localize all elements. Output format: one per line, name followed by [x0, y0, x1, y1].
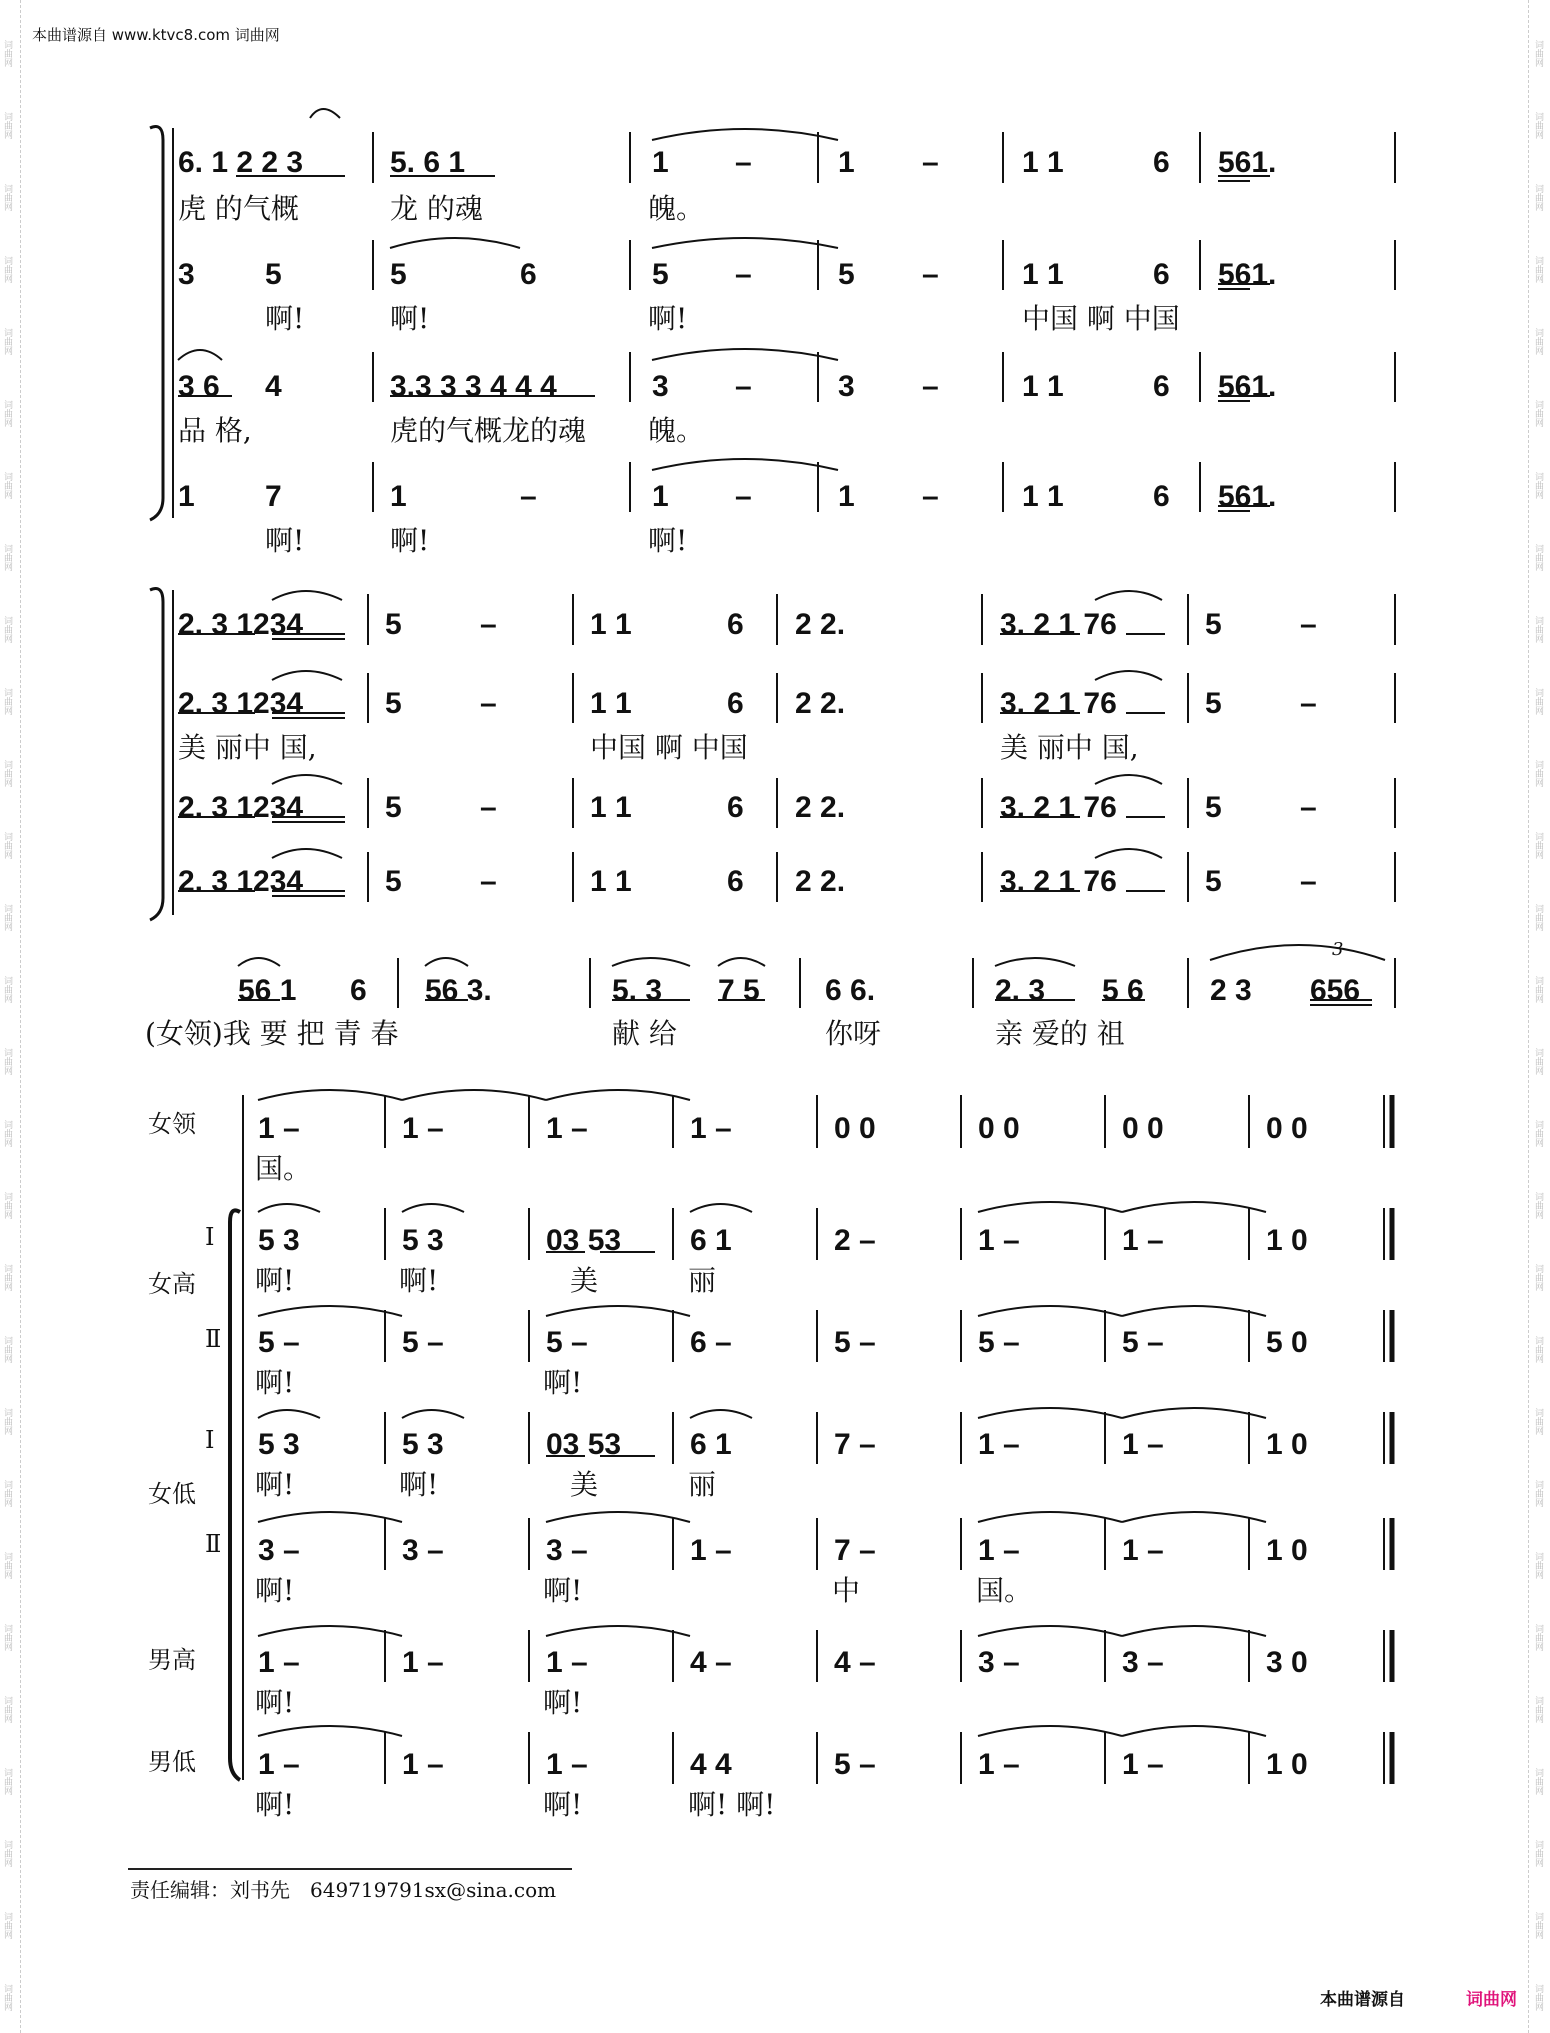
- notation-cell: –: [735, 370, 752, 403]
- notation-cell: 1 0: [1266, 1534, 1308, 1567]
- notation-cell: 1 1: [590, 865, 632, 898]
- notation-cell: –: [480, 791, 497, 824]
- system-3-slurs: [238, 945, 1385, 966]
- triplet-mark: 3: [1332, 939, 1344, 960]
- notation-cell: 1 1: [1022, 258, 1064, 291]
- lyric-text: 虎 的气概: [178, 192, 299, 225]
- edge-watermark-text: 词曲网: [2, 688, 12, 715]
- notation-cell: 7 –: [834, 1428, 876, 1461]
- lyric-text: 魄。: [648, 414, 705, 447]
- edge-watermark-text: 词曲网: [2, 184, 12, 211]
- edge-watermark-text: 词曲网: [2, 472, 12, 499]
- edge-watermark-text: 词曲网: [1533, 112, 1543, 139]
- notation-cell: 5 –: [1122, 1326, 1164, 1359]
- notation-cell: 1 1: [590, 608, 632, 641]
- edge-watermark-text: 词曲网: [2, 1336, 12, 1363]
- notation-cell: 1 –: [258, 1748, 300, 1781]
- notation-cell: 56 3.: [425, 974, 492, 1007]
- notation-cell: 7 –: [834, 1534, 876, 1567]
- notation-cell: 2. 3 1234: [178, 791, 304, 824]
- notation-cell: –: [922, 146, 939, 179]
- notation-cell: 2 2.: [795, 687, 846, 720]
- edge-watermark-text: 词曲网: [2, 1840, 12, 1867]
- notation-cell: –: [922, 480, 939, 513]
- edge-watermark-text: 词曲网: [1533, 400, 1543, 427]
- edge-watermark-text: 词曲网: [1533, 1048, 1543, 1075]
- lyric-text: (女领)我 要 把 青 春: [145, 1017, 399, 1050]
- notation-cell: 1 –: [690, 1534, 732, 1567]
- edge-watermark-text: 词曲网: [2, 904, 12, 931]
- notation-cell: 5 –: [402, 1326, 444, 1359]
- edge-watermark-text: 词曲网: [1533, 1120, 1543, 1147]
- notation-cell: 0 0: [834, 1112, 876, 1145]
- system-1: [150, 109, 1395, 520]
- lyric-text: 啊!: [255, 1264, 295, 1297]
- edge-watermark-text: 词曲网: [2, 400, 12, 427]
- notation-cell: 3. 2 1 76: [1000, 791, 1117, 824]
- edge-watermark-text: 词曲网: [1533, 832, 1543, 859]
- edge-watermark-text: 词曲网: [1533, 40, 1543, 67]
- edge-watermark-text: 词曲网: [1533, 544, 1543, 571]
- notation-cell: 3 –: [978, 1646, 1020, 1679]
- notation-cell: 1: [652, 146, 669, 179]
- notation-cell: 1 –: [1122, 1534, 1164, 1567]
- edge-watermark-text: 词曲网: [2, 832, 12, 859]
- lyric-text: 啊!: [543, 1574, 583, 1607]
- notation-cell: 4 4: [690, 1748, 732, 1781]
- notation-cell: 4 –: [690, 1646, 732, 1679]
- notation-cell: 5 6: [1102, 974, 1144, 1007]
- notation-cell: 5: [1205, 865, 1222, 898]
- edge-watermark-text: 词曲网: [2, 1192, 12, 1219]
- notation-cell: 7: [265, 480, 282, 513]
- lyric-text: 啊!: [390, 302, 430, 335]
- lyric-text: 啊!: [399, 1264, 439, 1297]
- lyric-text: 丽: [688, 1264, 717, 1297]
- edge-watermark-text: 词曲网: [2, 616, 12, 643]
- edge-watermark-text: 词曲网: [2, 1696, 12, 1723]
- edge-watermark-text: 词曲网: [1533, 1192, 1543, 1219]
- notation-cell: 4 –: [834, 1646, 876, 1679]
- label-alto: 女低: [148, 1480, 196, 1508]
- notation-cell: 6: [727, 865, 744, 898]
- edge-watermark-text: 词曲网: [1533, 760, 1543, 787]
- edge-watermark-text: 词曲网: [2, 1552, 12, 1579]
- lyric-text: 啊!: [265, 524, 305, 557]
- notation-cell: 3 0: [1266, 1646, 1308, 1679]
- notation-cell: 3. 2 1 76: [1000, 687, 1117, 720]
- notation-cell: 2. 3 1234: [178, 687, 304, 720]
- notation-cell: 1 –: [546, 1646, 588, 1679]
- system-2-barlines: [368, 594, 1395, 902]
- notation-cell: –: [480, 687, 497, 720]
- notation-cell: 7 5: [718, 974, 760, 1007]
- notation-cell: 6. 1 2 2 3: [178, 146, 304, 179]
- notation-cell: –: [735, 258, 752, 291]
- edge-watermark-text: 词曲网: [2, 1768, 12, 1795]
- notation-cell: 5: [385, 608, 402, 641]
- lyric-text: 啊!: [648, 302, 688, 335]
- notation-cell: 1 –: [978, 1534, 1020, 1567]
- label-soprano-part-two: Ⅱ: [205, 1325, 222, 1353]
- notation-cell: 1: [838, 480, 855, 513]
- label-alto-part-one: Ⅰ: [205, 1426, 215, 1454]
- edge-watermark-text: 词曲网: [2, 112, 12, 139]
- notation-cell: 561.: [1218, 370, 1277, 403]
- system-4-ties: [258, 1090, 1266, 1736]
- system-4-final-barlines: [1384, 1095, 1392, 1784]
- notation-cell: 1 1: [590, 687, 632, 720]
- notation-cell: 2. 3 1234: [178, 865, 304, 898]
- edge-watermark-text: 词曲网: [1533, 256, 1543, 283]
- label-alto-part-two: Ⅱ: [205, 1530, 222, 1558]
- notation-cell: 561.: [1218, 480, 1277, 513]
- notation-cell: 3. 2 1 76: [1000, 608, 1117, 641]
- notation-cell: 1: [652, 480, 669, 513]
- label-lead: 女领: [148, 1110, 196, 1138]
- notation-cell: 6: [1153, 480, 1170, 513]
- lyric-text: 啊!: [255, 1468, 295, 1501]
- lyric-text: 啊!: [255, 1686, 295, 1719]
- footer-site-name[interactable]: 词曲网: [1466, 1990, 1517, 2010]
- edge-watermark-text: 词曲网: [1533, 1480, 1543, 1507]
- notation-cell: 2 3: [1210, 974, 1252, 1007]
- notation-cell: 1: [838, 146, 855, 179]
- edge-watermark-text: 词曲网: [2, 760, 12, 787]
- lyric-text: 啊!: [255, 1788, 295, 1821]
- lyric-text: 国。: [255, 1152, 312, 1185]
- notation-cell: 4: [265, 370, 282, 403]
- notation-cell: 03 53: [546, 1224, 622, 1257]
- notation-cell: –: [1300, 608, 1317, 641]
- lyric-text: 啊!: [399, 1468, 439, 1501]
- system-3-underlines: [238, 1000, 1372, 1005]
- notation-cell: 3: [178, 258, 195, 291]
- edge-watermark-text: 词曲网: [2, 1120, 12, 1147]
- notation-cell: 6: [727, 608, 744, 641]
- edge-watermark-text: 词曲网: [1533, 1408, 1543, 1435]
- lyric-text: 美 丽中 国,: [1000, 731, 1139, 764]
- notation-cell: –: [480, 865, 497, 898]
- notation-cell: 2 2.: [795, 791, 846, 824]
- notation-cell: –: [480, 608, 497, 641]
- edge-watermark-text: 词曲网: [2, 1048, 12, 1075]
- notation-cell: 5 3: [402, 1224, 444, 1257]
- lyric-text: 中国 啊 中国: [590, 731, 748, 764]
- notation-cell: 3: [838, 370, 855, 403]
- edge-watermark-text: 词曲网: [1533, 1336, 1543, 1363]
- edge-watermark-text: 词曲网: [1533, 1768, 1543, 1795]
- notation-cell: 03 53: [546, 1428, 622, 1461]
- notation-cell: 6: [727, 687, 744, 720]
- notation-cell: 5: [1205, 608, 1222, 641]
- notation-cell: 5. 3: [612, 974, 663, 1007]
- notation-cell: 1 –: [258, 1646, 300, 1679]
- notation-cell: 5: [265, 258, 282, 291]
- notation-cell: 0 0: [1122, 1112, 1164, 1145]
- notation-cell: –: [735, 480, 752, 513]
- edge-watermark-text: 词曲网: [1533, 184, 1543, 211]
- notation-cell: 6: [520, 258, 537, 291]
- lyric-text: 美 丽中 国,: [178, 731, 317, 764]
- edge-watermark-text: 词曲网: [2, 1912, 12, 1939]
- notation-cell: 6: [1153, 146, 1170, 179]
- notation-cell: 5 –: [546, 1326, 588, 1359]
- notation-cell: 1 –: [978, 1748, 1020, 1781]
- notation-cell: 2. 3: [995, 974, 1046, 1007]
- header-source-text: 本曲谱源自 www.ktvc8.com 词曲网: [32, 26, 280, 44]
- edge-watermark-text: 词曲网: [2, 976, 12, 1003]
- lyric-text: 国。: [976, 1574, 1033, 1607]
- lyric-text: 献 给: [612, 1017, 677, 1050]
- notation-cell: 3. 2 1 76: [1000, 865, 1117, 898]
- notation-cell: 1 –: [546, 1112, 588, 1145]
- lyric-text: 虎的气概龙的魂: [390, 414, 587, 447]
- footer-rule: [128, 1868, 572, 1870]
- notation-cell: 0 0: [978, 1112, 1020, 1145]
- notation-cell: 2 2.: [795, 865, 846, 898]
- lyric-text: 中国 啊 中国: [1022, 302, 1180, 335]
- part-labels: [148, 1110, 221, 1776]
- lyric-text: 美: [570, 1264, 599, 1297]
- notation-cell: –: [1300, 687, 1317, 720]
- label-soprano-part-one: Ⅰ: [205, 1223, 215, 1251]
- notation-cell: 5. 6 1: [390, 146, 466, 179]
- edge-watermark-text: 词曲网: [2, 40, 12, 67]
- notation-cell: 1 –: [978, 1224, 1020, 1257]
- edge-watermark-text: 词曲网: [1533, 1624, 1543, 1651]
- notation-cell: 6 –: [690, 1326, 732, 1359]
- notation-cell: 1 0: [1266, 1428, 1308, 1461]
- notation-cell: 3: [652, 370, 669, 403]
- notation-cell: 6 1: [690, 1224, 732, 1257]
- lyric-text: 啊! 啊!: [688, 1788, 776, 1821]
- notation-cell: 3 –: [258, 1534, 300, 1567]
- notation-cell: –: [1300, 865, 1317, 898]
- edge-watermark-text: 词曲网: [1533, 904, 1543, 931]
- notation-cell: 1 1: [590, 791, 632, 824]
- notation-cell: –: [735, 146, 752, 179]
- notation-cell: 1 –: [690, 1112, 732, 1145]
- lyric-text: 品 格,: [178, 414, 252, 447]
- notation-cell: 56 1: [238, 974, 297, 1007]
- lyric-text: 啊!: [390, 524, 430, 557]
- notation-cell: 561.: [1218, 258, 1277, 291]
- edge-watermark-text: 词曲网: [2, 544, 12, 571]
- notation-cell: –: [1300, 791, 1317, 824]
- lyric-text: 魄。: [648, 192, 705, 225]
- notation-cell: 5: [652, 258, 669, 291]
- footer-editor: 责任编辑：刘书先 649719791sx@sina.com: [130, 1878, 557, 1902]
- notation-cell: 1 –: [402, 1112, 444, 1145]
- notation-cell: 6: [1153, 370, 1170, 403]
- notation-cell: 3 –: [546, 1534, 588, 1567]
- system-1-underlines: [178, 176, 1270, 511]
- notation-cell: 1 –: [258, 1112, 300, 1145]
- edge-watermark-text: 词曲网: [1533, 1984, 1543, 2011]
- notation-cell: 5 –: [978, 1326, 1020, 1359]
- edge-watermark-text: 词曲网: [1533, 328, 1543, 355]
- notation-cell: 5: [1205, 687, 1222, 720]
- lyric-text: 啊!: [543, 1366, 583, 1399]
- edge-watermark-text: 词曲网: [2, 1408, 12, 1435]
- notation-cell: 1 –: [1122, 1748, 1164, 1781]
- notation-cell: 1 1: [1022, 370, 1064, 403]
- notation-cell: 656: [1310, 974, 1361, 1007]
- notation-cell: 1 1: [1022, 480, 1064, 513]
- edge-watermark-text: 词曲网: [1533, 1552, 1543, 1579]
- notation-cell: 6: [727, 791, 744, 824]
- system-4-barlines: [385, 1095, 1249, 1784]
- edge-watermark-text: 词曲网: [1533, 472, 1543, 499]
- system-4-bracket: [230, 1210, 240, 1780]
- edge-watermark-text: 词曲网: [1533, 616, 1543, 643]
- lyric-text: 美: [570, 1468, 599, 1501]
- notation-cell: 3 –: [402, 1534, 444, 1567]
- edge-watermark-text: 词曲网: [1533, 1696, 1543, 1723]
- notation-cell: 1 0: [1266, 1748, 1308, 1781]
- notation-cell: 5 3: [258, 1224, 300, 1257]
- system-1-barlines: [373, 132, 1395, 512]
- label-bass: 男低: [148, 1748, 196, 1776]
- notation-cell: 5 0: [1266, 1326, 1308, 1359]
- lyric-text: 啊!: [543, 1686, 583, 1719]
- notation-cell: 1: [390, 480, 407, 513]
- notation-cell: –: [922, 370, 939, 403]
- notation-cell: 2 –: [834, 1224, 876, 1257]
- notation-cell: 5: [385, 791, 402, 824]
- label-tenor: 男高: [148, 1646, 196, 1674]
- notation-cell: 3.3 3 3 4 4 4: [390, 370, 557, 403]
- edge-watermark-text: 词曲网: [1533, 976, 1543, 1003]
- edge-watermark-text: 词曲网: [1533, 688, 1543, 715]
- notation-cell: 5: [385, 865, 402, 898]
- edge-watermark-text: 词曲网: [2, 328, 12, 355]
- edge-watermark-text: 词曲网: [2, 256, 12, 283]
- footer-source-label: 本曲谱源自: [1320, 1990, 1405, 2010]
- edge-watermark-text: 词曲网: [1533, 1264, 1543, 1291]
- score-rows: [145, 146, 1360, 1821]
- notation-cell: 6: [350, 974, 367, 1007]
- notation-cell: 1 –: [402, 1748, 444, 1781]
- notation-cell: 3 –: [1122, 1646, 1164, 1679]
- notation-cell: 0 0: [1266, 1112, 1308, 1145]
- notation-cell: 5 –: [834, 1326, 876, 1359]
- notation-cell: 1 –: [1122, 1224, 1164, 1257]
- notation-cell: 1 1: [1022, 146, 1064, 179]
- notation-cell: 2. 3 1234: [178, 608, 304, 641]
- edge-watermark-text: 词曲网: [2, 1480, 12, 1507]
- edge-watermark-text: 词曲网: [2, 1264, 12, 1291]
- notation-cell: 5: [390, 258, 407, 291]
- lyric-text: 龙 的魂: [390, 192, 483, 225]
- notation-cell: 5 3: [258, 1428, 300, 1461]
- notation-cell: 5 –: [834, 1748, 876, 1781]
- notation-cell: 561.: [1218, 146, 1277, 179]
- lyric-text: 啊!: [255, 1366, 295, 1399]
- notation-cell: 3 6: [178, 370, 220, 403]
- notation-cell: 6: [1153, 258, 1170, 291]
- lyric-text: 你呀: [825, 1017, 882, 1050]
- notation-cell: 1: [178, 480, 195, 513]
- notation-cell: 5: [1205, 791, 1222, 824]
- notation-cell: 1 0: [1266, 1224, 1308, 1257]
- edge-watermark-text: 词曲网: [1533, 1912, 1543, 1939]
- notation-cell: 5 3: [402, 1428, 444, 1461]
- lyric-text: 中: [832, 1574, 861, 1607]
- notation-cell: 2 2.: [795, 608, 846, 641]
- notation-cell: –: [922, 258, 939, 291]
- lyric-text: 啊!: [255, 1574, 295, 1607]
- lyric-text: 丽: [688, 1468, 717, 1501]
- lyric-text: 亲 爱的 祖: [995, 1017, 1125, 1050]
- notation-cell: 6 1: [690, 1428, 732, 1461]
- lyric-text: 啊!: [543, 1788, 583, 1821]
- edge-watermark-text: 词曲网: [2, 1624, 12, 1651]
- notation-cell: 6 6.: [825, 974, 876, 1007]
- edge-watermark-text: 词曲网: [1533, 1840, 1543, 1867]
- notation-cell: 5: [838, 258, 855, 291]
- notation-cell: –: [520, 480, 537, 513]
- system-1-brace: [150, 127, 163, 521]
- system-2-brace: [150, 589, 163, 921]
- edge-watermark-text: 词曲网: [2, 1984, 12, 2011]
- notation-cell: 5 –: [258, 1326, 300, 1359]
- lyric-text: 啊!: [648, 524, 688, 557]
- notation-cell: 1 –: [978, 1428, 1020, 1461]
- notation-cell: 1 –: [402, 1646, 444, 1679]
- notation-cell: 5: [385, 687, 402, 720]
- label-soprano: 女高: [148, 1270, 196, 1298]
- lyric-text: 啊!: [265, 302, 305, 335]
- notation-cell: 1 –: [1122, 1428, 1164, 1461]
- notation-cell: 1 –: [546, 1748, 588, 1781]
